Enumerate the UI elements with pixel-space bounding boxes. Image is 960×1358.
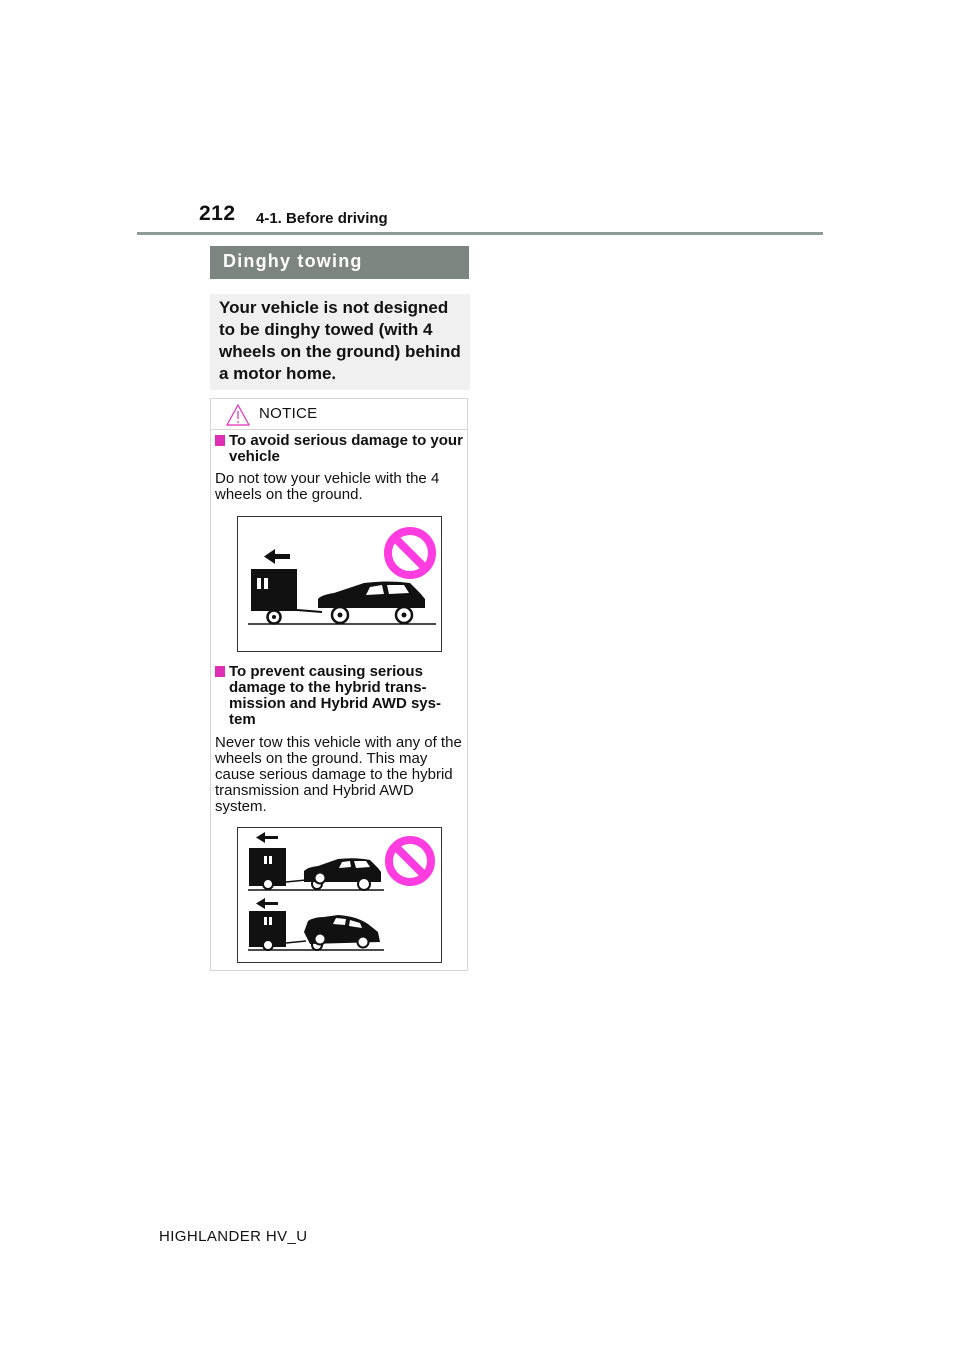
arrow-left-icon [256, 898, 278, 909]
header-divider [137, 232, 823, 235]
intro-text: Your vehicle is not designed to be dinghy towed (with 4 wheels on the ground) behind a motor home. [219, 298, 461, 383]
intro-box [210, 294, 470, 390]
notice-box [210, 398, 468, 971]
prohibition-icon [389, 840, 431, 882]
square-bullet-icon [215, 666, 225, 677]
page-title: Dinghy towing [210, 246, 469, 279]
notice-item-heading: To prevent causing serious damage to the hybrid trans-mission and Hybrid AWD sys-tem [215, 664, 463, 728]
suv-car-icon [304, 915, 380, 948]
notice-item-body: Do not tow your vehicle with the 4 wheels on the ground. [215, 470, 440, 503]
warning-triangle-icon [226, 404, 250, 431]
notice-item-heading: To avoid serious damage to your vehicle [215, 433, 463, 465]
notice-item-body: Never tow this vehicle with any of the wheels on the ground. This may cause serious damage to the hybrid transmission and Hybrid AWD system. [215, 734, 462, 815]
section-title: 4-1. Before driving [256, 210, 388, 227]
illustration-four-wheels-towing [237, 516, 442, 652]
illustration-any-wheels-towing [237, 827, 442, 963]
motor-home-icon [251, 569, 322, 624]
notice-header [211, 399, 467, 430]
motor-home-icon [249, 848, 306, 889]
motor-home-icon [249, 911, 306, 950]
arrow-left-icon [264, 549, 290, 564]
page-number: 212 [199, 202, 236, 225]
prohibition-icon [388, 531, 432, 575]
notice-label: NOTICE [259, 405, 318, 422]
footer-model: HIGHLANDER HV_U [159, 1228, 308, 1245]
square-bullet-icon [215, 435, 225, 446]
arrow-left-icon [256, 832, 278, 843]
suv-car-icon [318, 582, 425, 624]
